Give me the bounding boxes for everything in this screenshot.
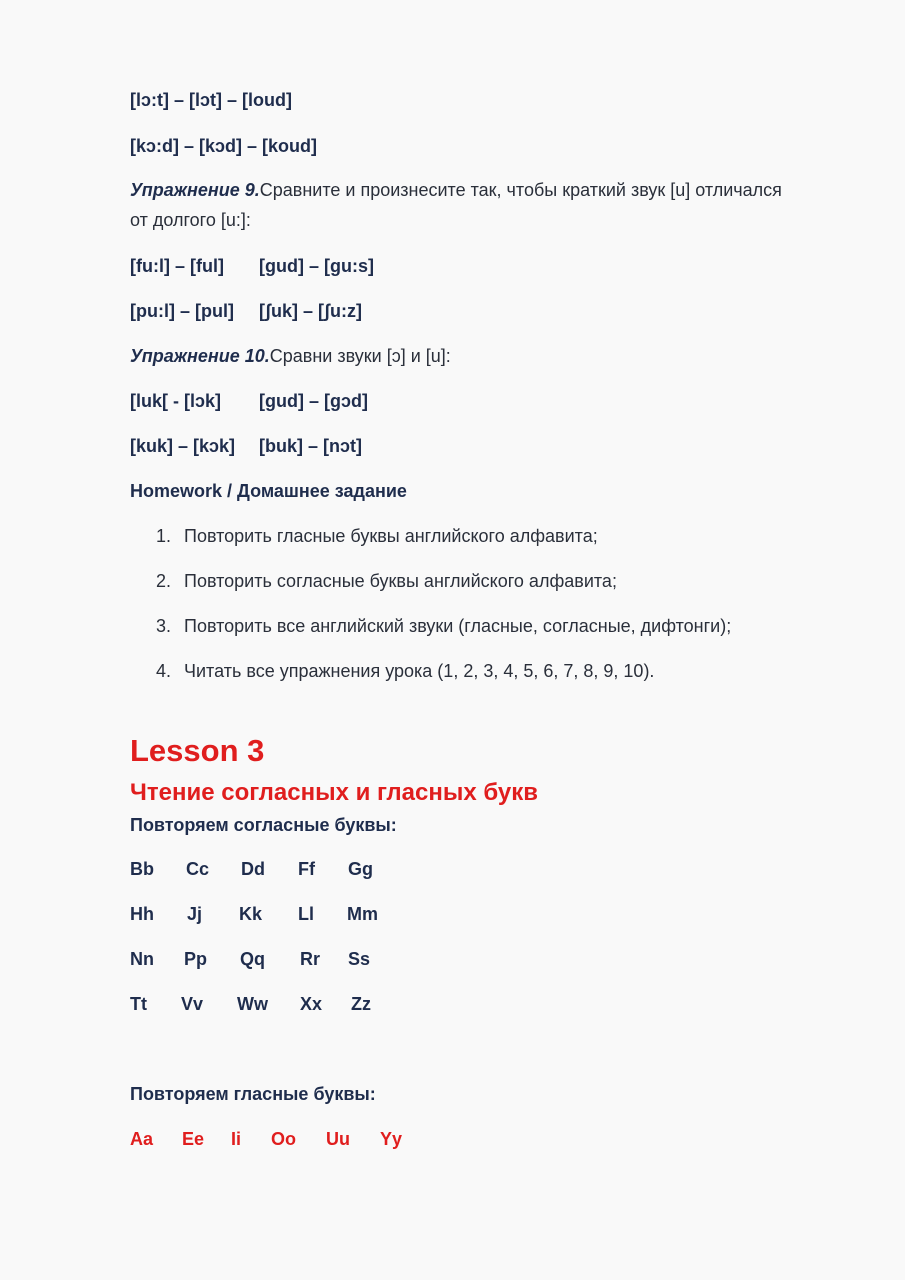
consonant-letter: Xx	[300, 994, 323, 1014]
homework-item-3-num: 3.	[156, 616, 172, 636]
consonant-letter: Hh	[130, 904, 154, 924]
consonant-letter: Jj	[187, 904, 203, 924]
vowels-heading: Повторяем гласные буквы:	[130, 1084, 376, 1104]
consonant-letter: Gg	[348, 859, 373, 879]
phonetic-line-2: [kɔ:d] – [kɔd] – [koud]	[130, 136, 318, 156]
consonant-letter: Ww	[237, 994, 268, 1014]
homework-item-2: Повторить согласные буквы английского алфавита;	[184, 571, 617, 591]
lesson-title: Lesson 3	[130, 733, 265, 768]
homework-item-1: Повторить гласные буквы английского алфавита;	[184, 526, 598, 546]
homework-item-1-num: 1.	[156, 526, 172, 546]
homework-item-3: Повторить все английский звуки (гласные, согласные, дифтонги);	[184, 616, 732, 636]
ex9-pair-2b: [ʃuk] – [ʃu:z]	[259, 301, 362, 321]
ex9-pair-1a: [fu:l] – [ful]	[130, 256, 224, 276]
consonant-letter: Dd	[241, 859, 265, 879]
homework-item-4-num: 4.	[156, 661, 172, 681]
vowel-letter: Yy	[380, 1129, 403, 1149]
consonant-letter: Ff	[298, 859, 315, 879]
ex9-pair-1b: [gud] – [gu:s]	[259, 256, 374, 276]
homework-item-4: Читать все упражнения урока (1, 2, 3, 4, 5, 6, 7, 8, 9, 10).	[184, 661, 655, 681]
consonant-letter: Cc	[186, 859, 210, 879]
consonant-letter: Vv	[181, 994, 204, 1014]
ex9-pair-2a: [pu:l] – [pul]	[130, 301, 234, 321]
ex10-pair-2a: [kuk] – [kɔk]	[130, 436, 236, 456]
vowel-letter: Aa	[130, 1129, 154, 1149]
consonant-letter: Zz	[351, 994, 371, 1014]
homework-title: Homework / Домашнее задание	[130, 481, 407, 501]
consonant-letter: Ss	[348, 949, 371, 969]
homework-item-2-num: 2.	[156, 571, 172, 591]
vowel-letter: Uu	[326, 1129, 350, 1149]
consonant-letter: Ll	[298, 904, 314, 924]
ex10-pair-1b: [gud] – [gɔd]	[259, 391, 368, 411]
consonant-letter: Nn	[130, 949, 154, 969]
vowel-letter: Oo	[271, 1129, 296, 1149]
consonant-letter: Tt	[130, 994, 147, 1014]
ex10-pair-2b: [buk] – [nɔt]	[259, 436, 362, 456]
vowel-letter: Ii	[231, 1129, 242, 1149]
consonant-letter: Bb	[130, 859, 154, 879]
consonant-letter: Kk	[239, 904, 263, 924]
consonant-letter: Pp	[184, 949, 208, 969]
exercise-9-text-line2: от долгого [u:]:	[130, 210, 251, 230]
exercise-9-title: Упражнение 9.	[130, 180, 260, 200]
exercise-10-text: Сравни звуки [ɔ] и [u]:	[269, 346, 451, 366]
exercise-10-title: Упражнение 10.	[130, 346, 270, 366]
ex10-pair-1a: [luk[ - [lɔk]	[130, 391, 222, 411]
consonant-letter: Rr	[300, 949, 321, 969]
exercise-9-text-line1: Сравните и произнесите так, чтобы краткий звук [u] отличался	[259, 180, 782, 200]
consonant-letter: Mm	[347, 904, 378, 924]
lesson-subtitle: Чтение согласных и гласных букв	[130, 779, 538, 806]
consonant-letter: Qq	[240, 949, 265, 969]
phonetic-line-1: [lɔ:t] – [lɔt] – [loud]	[130, 90, 292, 110]
consonants-heading: Повторяем согласные буквы:	[130, 815, 397, 835]
exercise-10-paragraph	[130, 345, 451, 367]
vowel-letter: Ee	[182, 1129, 205, 1149]
exercise-9-paragraph	[130, 179, 850, 201]
